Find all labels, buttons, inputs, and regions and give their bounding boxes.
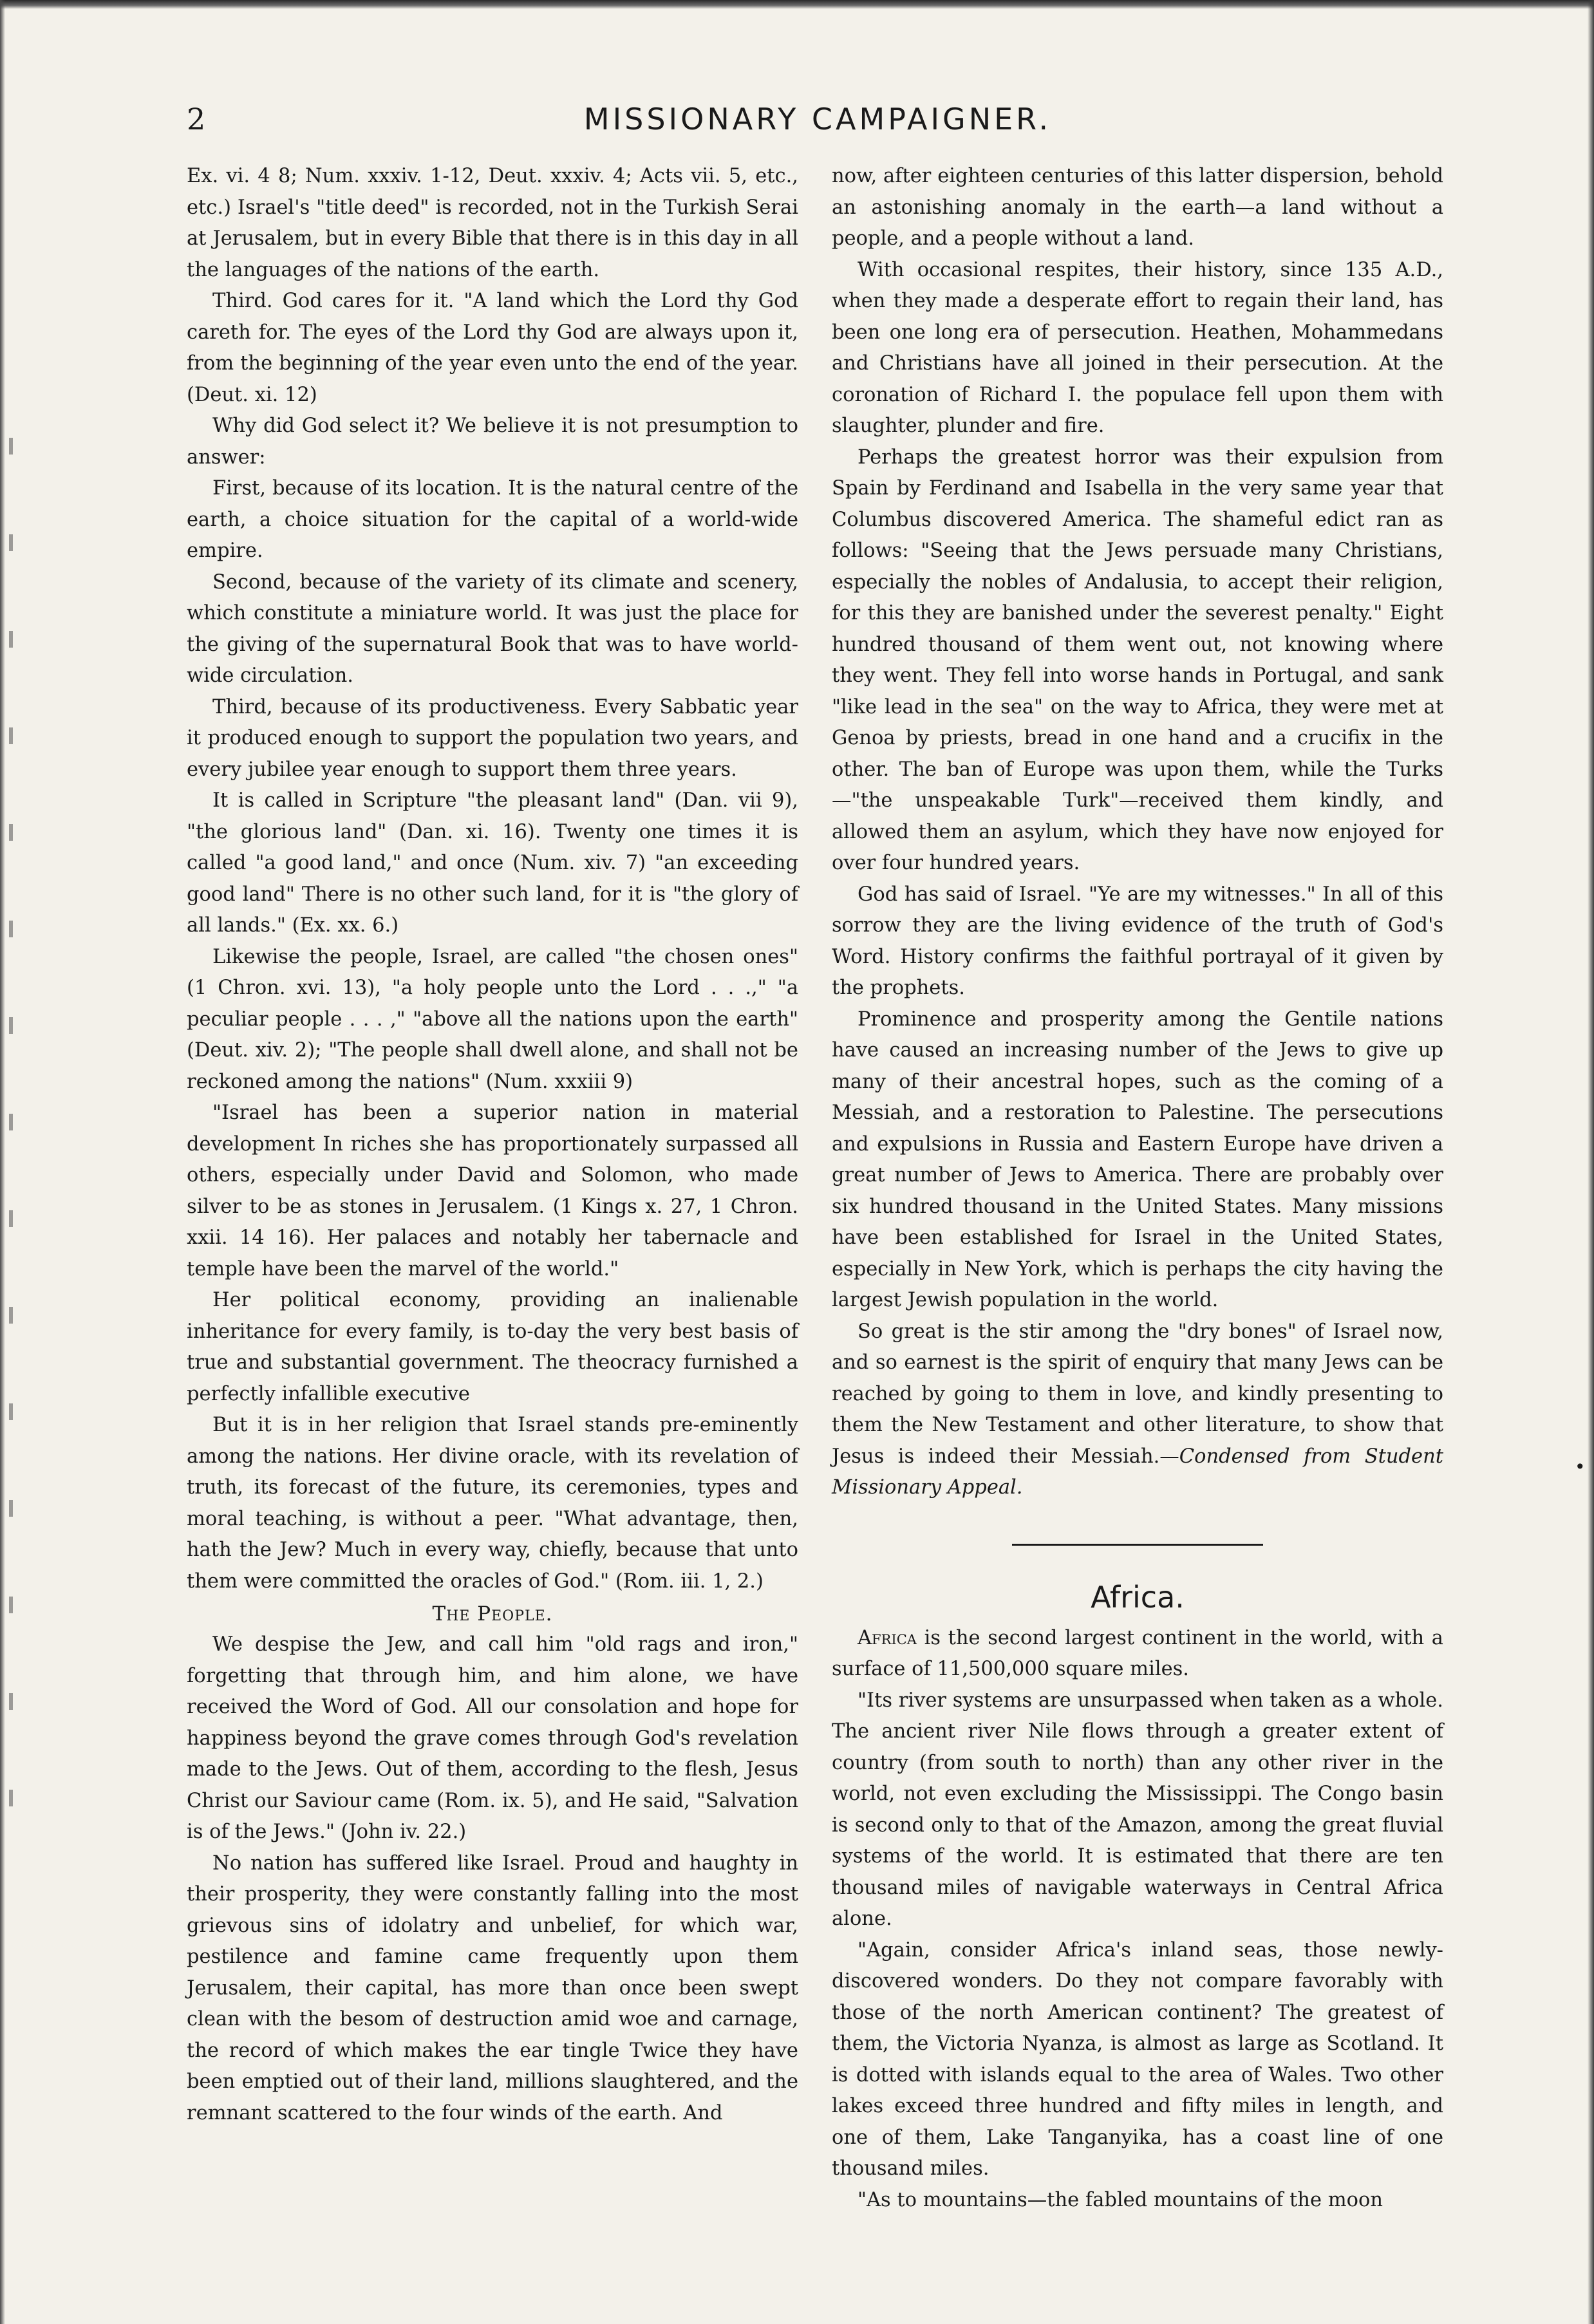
paragraph: No nation has suffered like Israel. Proud and haughty in their prosperity, they were constantly falling into the most grievous sins of idolatry and unbelief, for which war, pestilence and famine came frequently upon them Jerusalem, their capital, has more than once been swept clean with the besom of destruction amid woe and carnage, the record of which makes the ear tingle Twice they have been emptied out of their land, millions slaughtered, and the remnant scattered to the four winds of the earth. And	[187, 1851, 798, 2124]
paragraph: First, because of its location. It is the natural centre of the earth, a choice situation for the capital of a world-wide empire.	[187, 477, 798, 562]
margin-marks	[9, 438, 13, 1822]
running-head: MISSIONARY CAMPAIGNER.	[583, 102, 1052, 136]
page-header	[187, 97, 1449, 142]
page-edge-right	[1588, 0, 1594, 2324]
paragraph: It is called in Scripture "the pleasant land" (Dan. vii 9), "the glorious land" (Dan. xi. 16). Twenty one times it is called "a good land," and once (Num. xiv. 7) "an exceeding good land" There is no other such land, for it is "the glory of all lands." (Ex. xx. 6.)	[187, 789, 798, 937]
paragraph: Second, because of the variety of its climate and scenery, which constitute a miniature world. It was just the place for the giving of the supernatural Book that was to have world-wide circulation.	[187, 570, 798, 687]
margin-dot: •	[1575, 1456, 1586, 1477]
source-credit: —Condensed from Student Missionary Appeal.	[832, 1445, 1443, 1499]
paragraph: Perhaps the greatest horror was their expulsion from Spain by Ferdinand and Isabella in the very same year that Columbus discovered America. The shameful edict ran as follows: "Seeing that the Jews persuade many Christians, especially the nobles of Andalusia, to accept their religion, for this they are banished under the severest penalty." Eight hundred thousand of them went out, not knowing where they went. They fell into worse hands in Portugal, and sank "like lead in the sea" on the way to Africa, they were met at Genoa by priests, bread in one hand and a crucifix in the other. The ban of Europe was upon them, while the Turks—"the unspeakable Turk"—received them kindly, and allowed them an asylum, which they have now enjoyed for over four hundred years.	[832, 445, 1443, 874]
paragraph-text: So great is the stir among the "dry bones" of Israel now, and so earnest is the spirit of enquiry that many Jews can be reached by going to them in love, and kindly presenting to them the New Testament and other literature, to show that Jesus is indeed their Messiah.	[832, 1320, 1443, 1468]
paragraph: now, after eighteen centuries of this latter dispersion, behold an astonishing anomaly in the earth—a land without a people, and a people without a land.	[832, 165, 1443, 250]
paragraph: But it is in her religion that Israel stands pre-eminently among the nations. Her divine oracle, with its revelation of truth, its forecast of the future, its ceremonies, types and moral teaching, is without a peer. "What advantage, then, hath the Jew? Much in every way, chiefly, because that unto them were committed the oracles of God." (Rom. iii. 1, 2.)	[187, 1414, 798, 1593]
page-edge-top	[0, 0, 1594, 9]
paragraph: Likewise the people, Israel, are called "the chosen ones" (1 Chron. xvi. 13), "a holy people unto the Lord . . .," "a peculiar people . . . ," "above all the nations upon the earth" (Deut. xiv. 2); "The people shall dwell alone, and shall not be reckoned among the nations" (Num. xxxiii 9)	[187, 945, 798, 1093]
paragraph: Third, because of its productiveness. Every Sabbatic year it produced enough to support the population two years, and every jubilee year enough to support them three years.	[187, 695, 798, 781]
page-edge-left	[0, 0, 5, 2324]
paragraph: "Again, consider Africa's inland seas, those newly-discovered wonders. Do they not compare favorably with those of the north American continent? The greatest of them, the Victoria Nyanza, is almost as large as Scotland. It is dotted with islands equal to the area of Wales. Two other lakes exceed three hundred and fifty miles in length, and one of them, Lake Tanganyika, has a coast line of one thousand miles.	[832, 1938, 1443, 2180]
paragraph-with-credit	[832, 1317, 1443, 1504]
paragraph: "As to mountains—the fabled mountains of the moon	[858, 2188, 1383, 2211]
section-divider	[1012, 1544, 1263, 1546]
paragraph: Ex. vi. 4 8; Num. xxxiv. 1-12, Deut. xxxiv. 4; Acts vii. 5, etc., etc.) Israel's "title deed" is recorded, not in the Turkish Serai at Jerusalem, but in every Bible that there is in this day in all the languages of the nations of the earth.	[187, 165, 798, 281]
paragraph-text: is the second largest continent in the world, with a surface of 11,500,000 square miles.	[832, 1626, 1443, 1680]
paragraph: Prominence and prosperity among the Gentile nations have caused an increasing number of the Jews to give up many of their ancestral hopes, such as the coming of a Messiah, and a restoration to Palestine. The persecutions and expulsions in Russia and Eastern Europe have driven a great number of Jews to America. There are probably over six hundred thousand in the United States. Many missions have been established for Israel in the United States, especially in New York, which is perhaps the city having the largest Jewish population in the world.	[832, 1007, 1443, 1311]
section-heading: The People.	[432, 1602, 553, 1626]
left-column	[187, 161, 798, 2129]
page-number: 2	[187, 102, 206, 136]
paragraph	[832, 1623, 1443, 1685]
lead-word: Africa	[858, 1626, 917, 1649]
paragraph: "Israel has been a superior nation in material development In riches she has proportionately surpassed all others, especially under David and Solomon, who made silver to be as stones in Jerusalem. (1 Kings x. 27, 1 Chron. xxii. 14 16). Her palaces and notably her tabernacle and temple have been the marvel of the world."	[187, 1101, 798, 1280]
right-column	[832, 161, 1443, 2216]
paragraph: Why did God select it? We believe it is not presumption to answer:	[187, 415, 798, 469]
paragraph: We despise the Jew, and call him "old rags and iron," forgetting that through him, and him alone, we have received the Word of God. All our consolation and hope for happiness beyond the grave comes through God's revelation made to the Jews. Out of them, according to the flesh, Jesus Christ our Saviour came (Rom. ix. 5), and He said, "Salvation is of the Jews." (John iv. 22.)	[187, 1633, 798, 1843]
paragraph: Third. God cares for it. "A land which the Lord thy God careth for. The eyes of the Lord thy God are always upon it, from the beginning of the year even unto the end of the year. (Deut. xi. 12)	[187, 290, 798, 406]
paragraph: With occasional respites, their history, since 135 A.D., when they made a desperate effort to regain their land, has been one long era of persecution. Heathen, Mohammedans and Christians have all joined in their persecution. At the coronation of Richard I. the populace fell upon them with slaughter, plunder and fire.	[832, 258, 1443, 437]
paragraph: Her political economy, providing an inalienable inheritance for every family, is to-day the very best basis of true and substantial government. The theocracy furnished a perfectly infallible executive	[187, 1289, 798, 1405]
article-title: Africa.	[1091, 1579, 1185, 1615]
paragraph: "Its river systems are unsurpassed when taken as a whole. The ancient river Nile flows through a greater extent of country (from south to north) than any other river in the world, not even excluding the Mississippi. The Congo basin is second only to that of the Amazon, among the great fluvial systems of the world. It is estimated that there are ten thousand miles of navigable waterways in Central Africa alone.	[832, 1689, 1443, 1930]
paragraph: God has said of Israel. "Ye are my witnesses." In all of this sorrow they are the living evidence of the truth of God's Word. History confirms the faithful portrayal of it given by the prophets.	[832, 883, 1443, 999]
